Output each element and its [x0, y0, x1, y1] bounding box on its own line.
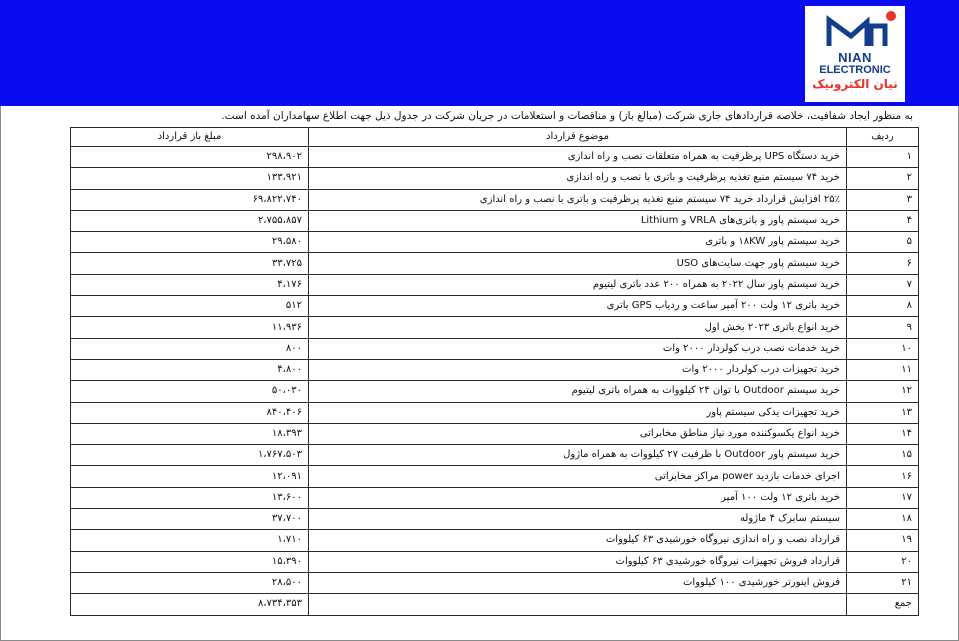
subject-cell: فروش اینورتر خورشیدی ۱۰۰ کیلووات	[309, 572, 847, 593]
row-number-cell: ۸	[847, 296, 919, 317]
total-subject-cell	[309, 594, 847, 615]
subject-cell: خرید سیستم پاور سال ۲۰۲۲ به همراه ۲۰۰ عدد باتری لیتیوم	[309, 274, 847, 295]
subject-cell: خرید تجهیزات درب کولردار ۲۰۰۰ وات	[309, 359, 847, 380]
subject-cell: خرید سیستم پاور ۱۸KW و باتری	[309, 232, 847, 253]
amount-cell: ۸۴۰،۴۰۶	[71, 402, 309, 423]
row-number-cell: ۱۲	[847, 381, 919, 402]
amount-cell: ۱۲،۰۹۱	[71, 466, 309, 487]
table-row	[71, 572, 919, 593]
row-number-cell: ۱۶	[847, 466, 919, 487]
amount-cell: ۳۷،۷۰۰	[71, 509, 309, 530]
row-number-cell: ۶	[847, 253, 919, 274]
subject-cell: سیستم سابرک ۴ ماژوله	[309, 509, 847, 530]
subject-cell: اجرای خدمات بازدید power مراکز مخابراتی	[309, 466, 847, 487]
table-row	[71, 189, 919, 210]
amount-cell: ۵۱۲	[71, 296, 309, 317]
amount-cell: ۸۰۰	[71, 338, 309, 359]
company-logo	[805, 6, 905, 102]
amount-cell: ۱،۷۶۷،۵۰۳	[71, 445, 309, 466]
subject-cell: خرید تجهیزات یدکی سیستم پاور	[309, 402, 847, 423]
subject-cell: خرید ۷۴ سیستم منبع تغذیه پرظرفیت و باتری با نصب و راه اندازی	[309, 168, 847, 189]
amount-cell: ۱۳۳،۹۲۱	[71, 168, 309, 189]
table-row	[71, 445, 919, 466]
table-row	[71, 147, 919, 168]
header-row-number: ردیف	[847, 128, 919, 147]
subject-cell: خرید باتری ۱۲ ولت ۲۰۰ آمپر ساعت و ردیاب GPS باتری	[309, 296, 847, 317]
subject-cell: خرید سیستم پاور و باتری‌های VRLA و Lithium	[309, 210, 847, 231]
table-header-row	[71, 128, 919, 147]
subject-cell: خرید سیستم Outdoor با توان ۲۴ کیلووات به همراه باتری لیتیوم	[309, 381, 847, 402]
table-row	[71, 232, 919, 253]
subject-cell: خرید سیستم پاور Outdoor با ظرفیت ۲۷ کیلووات به همراه ماژول	[309, 445, 847, 466]
amount-cell: ۱۵،۳۹۰	[71, 551, 309, 572]
row-number-cell: ۵	[847, 232, 919, 253]
row-number-cell: ۱۱	[847, 359, 919, 380]
row-number-cell: ۱۴	[847, 423, 919, 444]
row-number-cell: ۴	[847, 210, 919, 231]
table-row	[71, 487, 919, 508]
table-row	[71, 466, 919, 487]
subject-cell: قرارداد فروش تجهیزات نیروگاه خورشیدی ۶۳ کیلووات	[309, 551, 847, 572]
table-row	[71, 253, 919, 274]
table-row	[71, 509, 919, 530]
amount-cell: ۶۹،۸۲۲،۷۴۰	[71, 189, 309, 210]
amount-cell: ۱۸،۳۹۳	[71, 423, 309, 444]
row-number-cell: ۱۹	[847, 530, 919, 551]
amount-cell: ۳۳،۷۲۵	[71, 253, 309, 274]
amount-cell: ۱۳،۶۰۰	[71, 487, 309, 508]
amount-cell: ۲،۷۵۵،۸۵۷	[71, 210, 309, 231]
amount-cell: ۲۹،۵۸۰	[71, 232, 309, 253]
table-row	[71, 359, 919, 380]
subject-cell: ۲۵٪ افزایش قرارداد خرید ۷۴ سیستم منبع تغذیه پرظرفیت و باتری با نصب و راه اندازی	[309, 189, 847, 210]
row-number-cell: ۱۰	[847, 338, 919, 359]
amount-cell: ۴،۱۷۶	[71, 274, 309, 295]
table-row	[71, 551, 919, 572]
logo-line-2: ELECTRONIC	[819, 64, 891, 76]
amount-cell: ۵۰،۰۳۰	[71, 381, 309, 402]
row-number-cell: ۲۱	[847, 572, 919, 593]
subject-cell: خرید خدمات نصب درب کولردار ۲۰۰۰ وات	[309, 338, 847, 359]
row-number-cell: ۱۵	[847, 445, 919, 466]
amount-cell: ۱۱،۹۳۶	[71, 317, 309, 338]
total-amount-cell: ۸،۷۳۴،۳۵۳	[71, 594, 309, 615]
row-number-cell: ۲۰	[847, 551, 919, 572]
subject-cell: قرارداد نصب و راه اندازی نیروگاه خورشیدی ۶۳ کیلووات	[309, 530, 847, 551]
row-number-cell: ۹	[847, 317, 919, 338]
logo-line-1: NIAN	[838, 50, 872, 65]
header-amount: مبلغ باز قرارداد	[71, 128, 309, 147]
intro-text: به منظور ایجاد شفافیت، خلاصه قراردادهای جاری شرکت (مبالغ باز) و مناقصات و استعلامات در جریان شرکت در جدول ذیل جهت اطلاع سهامداران آمده است.	[221, 110, 913, 122]
table-row	[71, 402, 919, 423]
row-number-cell: ۲	[847, 168, 919, 189]
subject-cell: خرید سیستم پاور جهت سایت‌های USO	[309, 253, 847, 274]
table-row	[71, 168, 919, 189]
table-row	[71, 530, 919, 551]
subject-cell: خرید دستگاه UPS پرظرفیت به همراه متعلقات نصب و راه اندازی	[309, 147, 847, 168]
amount-cell: ۴،۸۰۰	[71, 359, 309, 380]
subject-cell: خرید باتری ۱۲ ولت ۱۰۰ آمپر	[309, 487, 847, 508]
row-number-cell: ۱	[847, 147, 919, 168]
row-number-cell: ۱۸	[847, 509, 919, 530]
table-row	[71, 210, 919, 231]
table-row	[71, 381, 919, 402]
row-number-cell: ۱۳	[847, 402, 919, 423]
table-body	[71, 147, 919, 616]
amount-cell: ۲۸،۵۰۰	[71, 572, 309, 593]
row-number-cell: ۱۷	[847, 487, 919, 508]
table-row	[71, 423, 919, 444]
total-label-cell: جمع	[847, 594, 919, 615]
amount-cell: ۲۹۸،۹۰۲	[71, 147, 309, 168]
header-subject: موضوع قرارداد	[309, 128, 847, 147]
header-banner	[0, 0, 959, 106]
row-number-cell: ۳	[847, 189, 919, 210]
amount-cell: ۱،۷۱۰	[71, 530, 309, 551]
subject-cell: خرید انواع یکسوکننده مورد نیاز مناطق مخابراتی	[309, 423, 847, 444]
subject-cell: خرید انواع باتری ۲۰۲۳ بخش اول	[309, 317, 847, 338]
logo-line-3: نیان الکترونیک	[812, 77, 898, 91]
row-number-cell: ۷	[847, 274, 919, 295]
total-row	[71, 594, 919, 615]
contracts-table	[70, 127, 919, 616]
